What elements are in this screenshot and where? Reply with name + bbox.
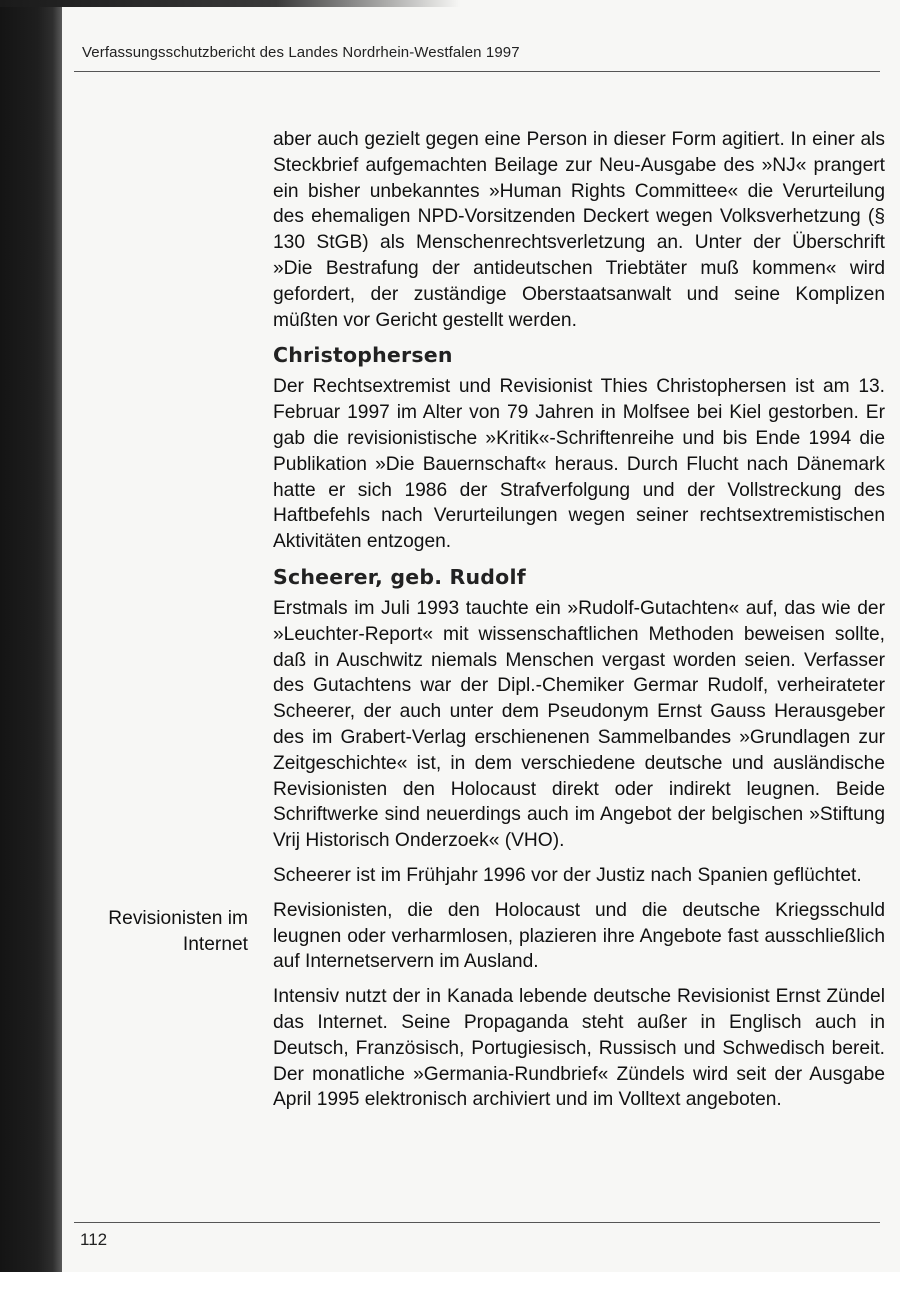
margin-note-line: Revisionisten im (108, 908, 248, 929)
scheerer-paragraph: Erstmals im Juli 1993 tauchte ein »Rudolf-Gutachten« auf, das wie der »Leuchter-Report« mit wissenschaftlichen Methoden beweisen sollte, daß in Auschwitz niemals Menschen vergast worden seien. Verfasser des Gutachtens war der Dipl.-Chemiker Germar Rudolf, verheirateter Scheerer, der auch unter dem Pseudonym Ernst Gauss Herausgeber des im Grabert-Verlag erschienenen Sammelbandes »Grundlagen zur Zeitgeschichte« ist, in dem verschiedene deutsche und ausländische Revisionisten den Holocaust direkt oder indirekt leugnen. Beide Schriftwerke sind neuerdings auch im Angebot der belgischen »Stiftung Vrij Historisch Onderzoek« (VHO). (273, 597, 885, 852)
scan-top-shadow (0, 0, 460, 7)
section-heading-christophersen: Christophersen (273, 343, 453, 368)
section-heading-scheerer: Scheerer, geb. Rudolf (273, 564, 526, 589)
page-bottom-edge (0, 1272, 900, 1289)
scheerer-paragraph: Scheerer ist im Frühjahr 1996 vor der Justiz nach Spanien geflüchtet. (273, 864, 862, 886)
header-rule (74, 71, 880, 72)
internet-paragraph: Intensiv nutzt der in Kanada lebende deutsche Revisionist Ernst Zündel das Internet. Seine Propaganda steht außer in Englisch auch in Deutsch, Französisch, Portugiesisch, Russisch und Schwedisch bereit. Der monatliche »Germania-Rundbrief« Zündels wird seit der Ausgabe April 1995 elektronisch archiviert und im Volltext angeboten. (273, 986, 885, 1111)
christophersen-paragraph: Der Rechtsextremist und Revisionist Thies Christophersen ist am 13. Februar 1997 im Alter von 79 Jahren in Molfsee bei Kiel gestorben. Er gab die revisionistische »Kritik«-Schriftenreihe und bis Ende 1994 die Publikation »Die Bauernschaft« heraus. Durch Flucht nach Dänemark hatte er sich 1986 der Strafverfolgung und der Vollstreckung des Haftbefehls nach Verurteilungen wegen seiner rechtsextremistischen Aktivitäten entzogen. (273, 376, 885, 553)
main-text-column (273, 127, 885, 1122)
internet-paragraph: Revisionisten, die den Holocaust und die deutsche Kriegsschuld leugnen oder verharmlosen, plazieren ihre Angebote fast ausschließlich auf Internetservern im Ausland. (273, 899, 885, 973)
margin-note-line: Internet (182, 933, 248, 955)
footer-rule (74, 1222, 880, 1223)
scan-binding-shadow (0, 0, 62, 1272)
page-number: 112 (80, 1230, 108, 1249)
margin-note (74, 906, 248, 958)
intro-paragraph: aber auch gezielt gegen eine Person in dieser Form agitiert. In einer als Steckbrief aufgemachten Beilage zur Neu-Ausgabe des »NJ« prangert ein bisher unbekanntes »Human Rights Committee« die Verurteilung des ehemaligen NPD-Vorsitzenden Deckert wegen Volksverhetzung (§ 130 StGB) als Menschenrechtsverletzung an. Unter der Überschrift »Die Bestrafung der antideutschen Triebtäter muß kommen« wird gefordert, der zuständige Oberstaatsanwalt und seine Komplizen müßten vor Gericht gestellt werden. (273, 129, 885, 331)
running-header: Verfassungsschutzbericht des Landes Nordrhein-Westfalen 1997 (82, 44, 520, 61)
